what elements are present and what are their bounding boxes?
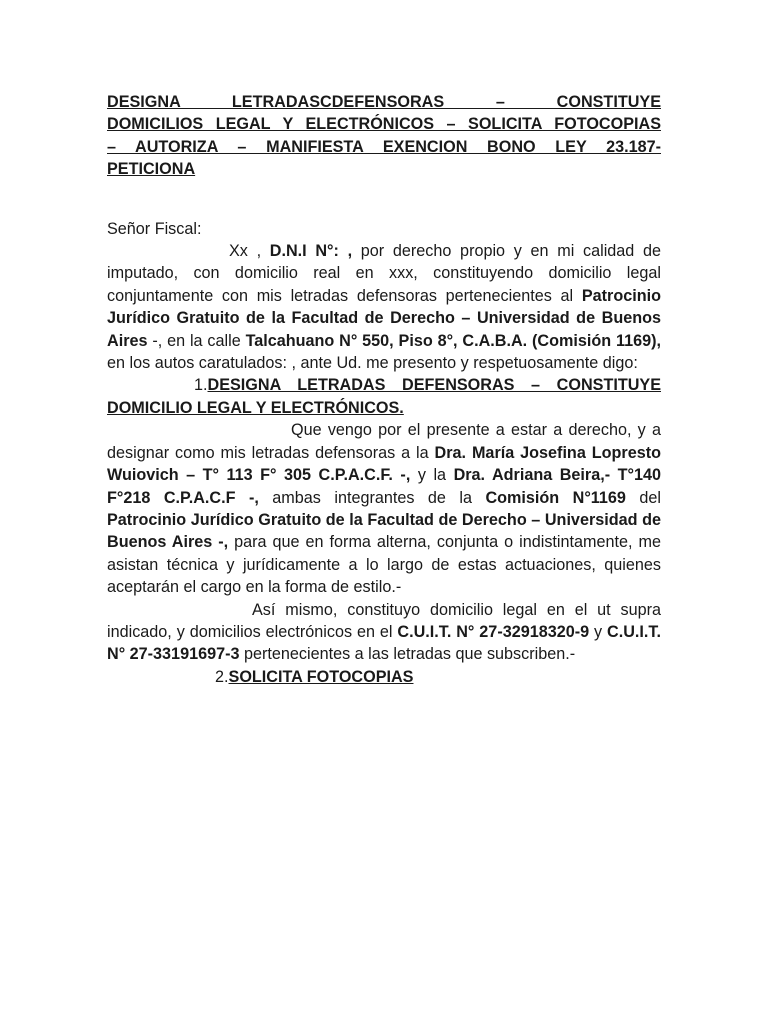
intro-text-2: por derecho propio y en mi calidad de imputado, con domicilio real en xxx, constituyendo domicilio legal conjuntamente con mis letradas defensoras pertenecientes al <box>107 242 661 305</box>
domicile-paragraph <box>107 599 661 666</box>
section-2-heading <box>107 666 661 688</box>
section-1-title: DESIGNA LETRADAS DEFENSORAS – CONSTITUYE DOMICILIO LEGAL Y ELECTRÓNICOS. <box>107 376 661 417</box>
p3-cuit-2: C.U.I.T. N° 27-33191697-3 <box>107 622 661 664</box>
heading-line-3: – AUTORIZA – MANIFIESTA EXENCION BONO LEY 23.187- <box>107 137 661 156</box>
p2-commission: Comisión N°1169 <box>485 488 626 507</box>
section-1-number: 1. <box>194 376 208 395</box>
intro-patrocinio: Patrocinio Jurídico Gratuito de la Facultad de Derecho – Universidad de Buenos Aires <box>107 286 661 350</box>
p3-text-3: pertenecientes a las letradas que subscriben.- <box>239 645 576 664</box>
p2-text-2: y la <box>410 466 454 485</box>
intro-text-4: en los autos caratulados: , ante Ud. me presento y respetuosamente digo: <box>107 354 638 373</box>
designation-paragraph <box>107 419 661 598</box>
section-2-title: SOLICITA FOTOCOPIAS <box>228 667 414 686</box>
p2-text-3: ambas integrantes de la <box>258 488 486 507</box>
p3-text-2: y <box>589 622 608 641</box>
section-2-number: 2. <box>215 667 229 686</box>
p2-text-1: Que vengo por el presente a estar a derecho, y a designar como mis letradas defensoras a la <box>107 421 661 462</box>
p2-text-4: del <box>625 488 661 507</box>
heading-line-4: PETICIONA <box>107 160 196 179</box>
p3-cuit-1: C.U.I.T. N° 27-32918320-9 <box>397 622 590 641</box>
intro-address: Talcahuano N° 550, Piso 8°, C.A.B.A. (Comisión 1169), <box>245 331 661 350</box>
section-1-heading <box>107 374 661 419</box>
p2-lawyer-2: Dra. Adriana Beira,- T°140 F°218 C.P.A.C.F -, <box>107 466 662 507</box>
intro-dni: D.N.I N°: , <box>269 242 353 261</box>
p2-text-5: para que en forma alterna, conjunta o indistintamente, me asistan técnica y jurídicamente a lo largo de estas actuaciones, quienes aceptarán el cargo en la forma de estilo.- <box>107 533 661 597</box>
document-heading <box>107 91 661 181</box>
intro-text-1: Xx , <box>229 242 270 261</box>
heading-line-1: DESIGNA LETRADASCDEFENSORAS – CONSTITUYE <box>107 93 661 111</box>
intro-paragraph <box>107 240 661 374</box>
intro-text-3: -, en la calle <box>147 331 246 350</box>
heading-line-2: DOMICILIOS LEGAL Y ELECTRÓNICOS – SOLICITA FOTOCOPIAS <box>107 115 661 134</box>
p2-patrocinio: Patrocinio Jurídico Gratuito de la Facultad de Derecho – Universidad de Buenos Aires -, <box>107 510 661 552</box>
p3-text-1: Así mismo, constituyo domicilio legal en el ut supra indicado, y domicilios electrónicos en el <box>107 600 661 641</box>
salutation: Señor Fiscal: <box>107 219 202 238</box>
p2-lawyer-1: Dra. María Josefina Lopresto Wuiovich – T° 113 F° 305 C.P.A.C.F. -, <box>107 443 661 485</box>
